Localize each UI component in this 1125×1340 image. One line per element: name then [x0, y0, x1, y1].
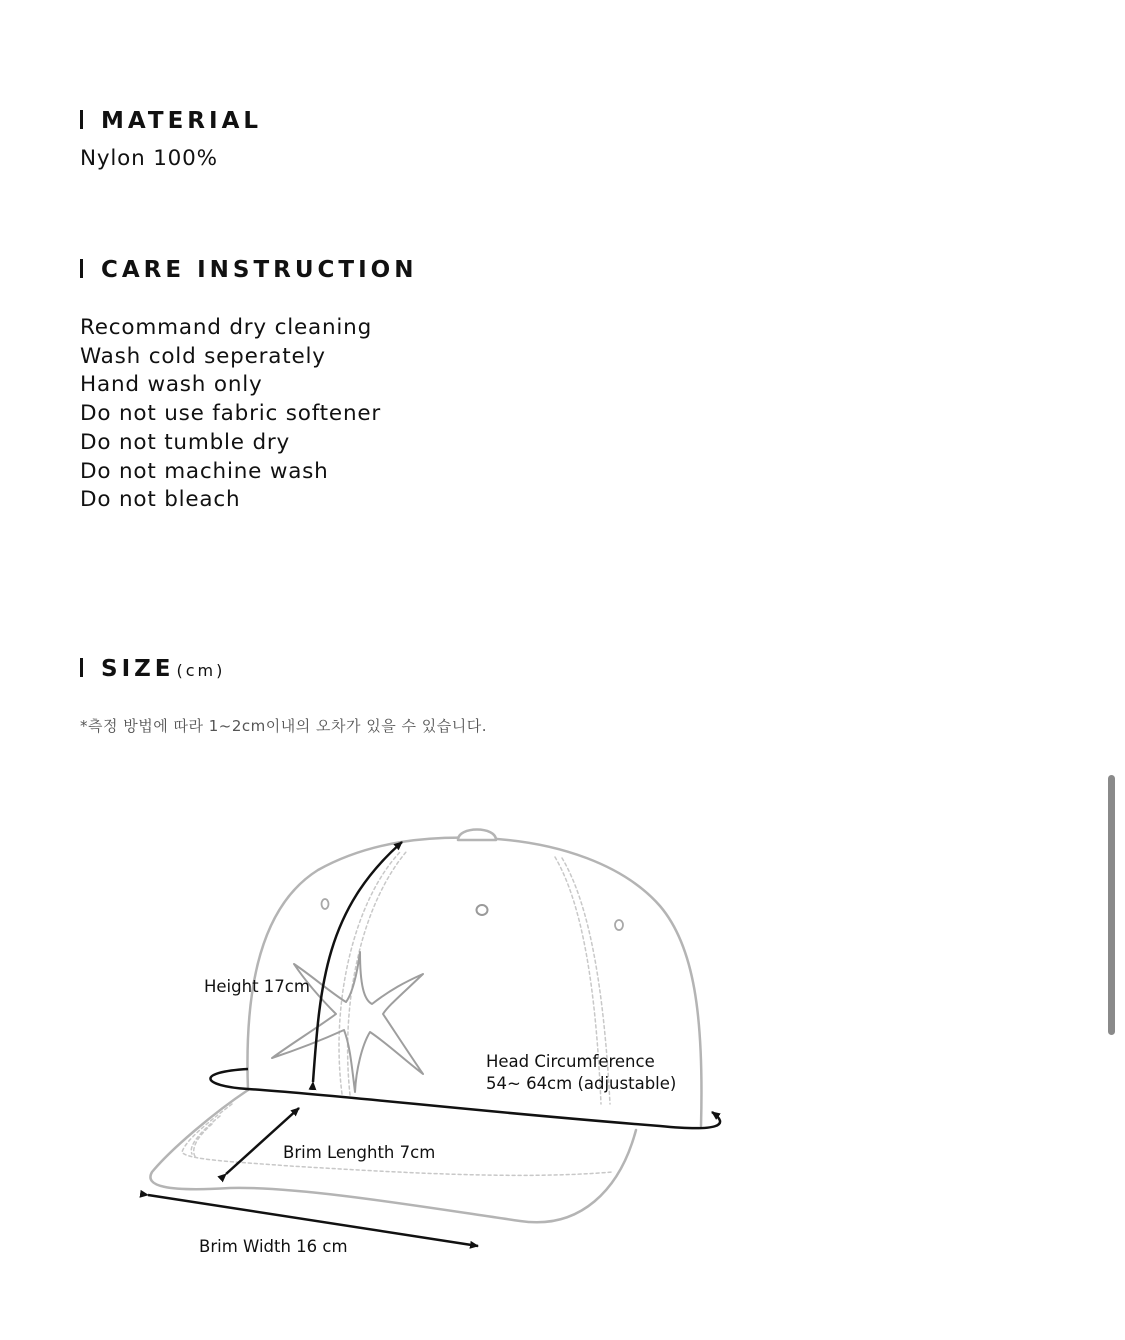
care-item: Do not tumble dry: [80, 429, 291, 455]
head-circumference-value: 54~ 64cm (adjustable): [486, 1074, 677, 1093]
cap-drawing: [150, 830, 701, 1223]
brim-length-label: Brim Lenghth 7cm: [283, 1143, 436, 1162]
care-title: CARE INSTRUCTION: [101, 257, 418, 283]
material-title: MATERIAL: [101, 108, 263, 134]
vertical-scrollbar[interactable]: [1108, 775, 1115, 1035]
brim-width-label: Brim Width 16 cm: [199, 1237, 348, 1256]
care-item: Do not use fabric softener: [80, 401, 382, 427]
care-item: Wash cold seperately: [80, 343, 326, 369]
measurement-note: *측정 방법에 따라 1~2cm이내의 오차가 있을 수 있습니다.: [80, 717, 487, 735]
size-unit: (cm): [176, 661, 226, 680]
care-item: Recommand dry cleaning: [80, 315, 373, 340]
material-value: Nylon 100%: [80, 146, 218, 171]
care-item: Do not machine wash: [80, 458, 329, 484]
height-label: Height 17cm: [204, 977, 310, 996]
size-title: SIZE: [101, 656, 175, 682]
care-item: Do not bleach: [80, 487, 241, 513]
head-circumference-label: Head Circumference: [486, 1052, 655, 1071]
care-item: Hand wash only: [80, 372, 263, 398]
